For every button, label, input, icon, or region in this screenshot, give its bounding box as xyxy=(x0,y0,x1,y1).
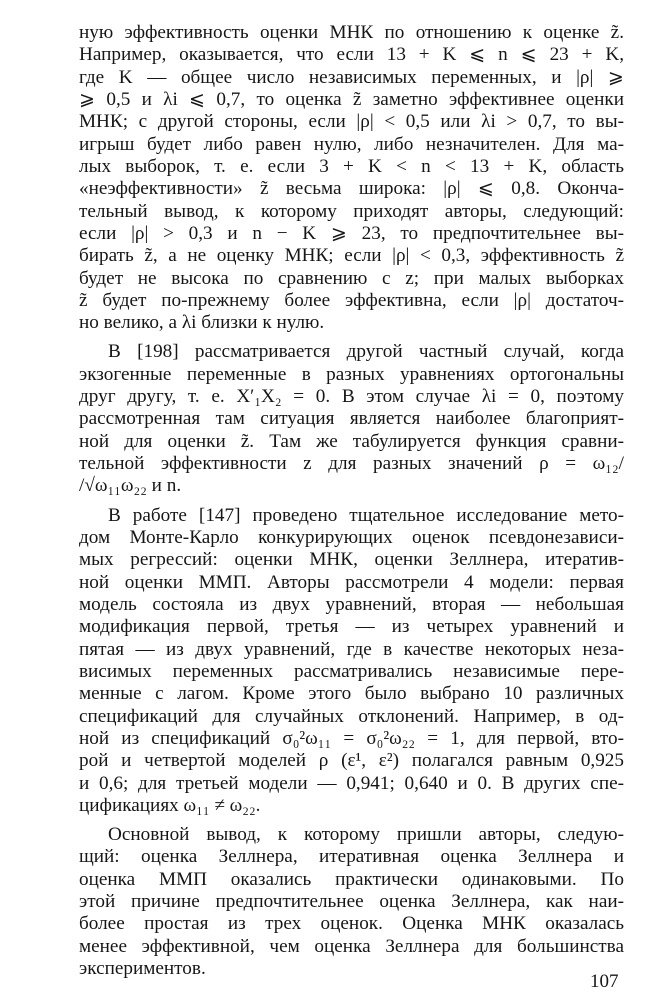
text-line: Например, оказывается, что если 13 + K ⩽ n ⩽ 23 + K, xyxy=(79,44,624,65)
text-line: В [198] рассматривается другой частный случай, когда xyxy=(108,341,624,362)
text-line: экзогенные переменные в разных уравнениях ортогональны xyxy=(79,364,624,385)
text-line: z̃ будет по-прежнему более эффективна, если |ρ| достаточ- xyxy=(79,290,624,311)
text-line: друг другу, т. е. X′₁X₂ = 0. В этом случае λi = 0, поэтому xyxy=(79,386,624,407)
text-line: будет не высока по сравнению с z; при малых выборках xyxy=(79,268,624,289)
text-line: спецификаций для случайных отклонений. Например, в од- xyxy=(79,706,624,727)
text-line: ной оценки ММП. Авторы рассмотрели 4 модели: первая xyxy=(79,572,624,593)
text-line: дом Монте-Карло конкурирующих оценок псевдонезависи- xyxy=(79,527,624,548)
text-line: экспериментов. xyxy=(79,958,206,979)
text-line: тельный вывод, к которому приходят авторы, следующий: xyxy=(79,201,624,222)
text-line: ной для оценки z̃. Там же табулируется функция сравни- xyxy=(79,431,624,452)
text-line: ной из спецификаций σ₀²ω₁₁ = σ₀²ω₂₂ = 1, для первой, вто- xyxy=(79,728,624,749)
text-line: но велико, а λi близки к нулю. xyxy=(79,312,325,333)
text-line: и 0,6; для третьей модели — 0,941; 0,640 и 0. В других спе- xyxy=(79,773,624,794)
text-line: цификациях ω₁₁ ≠ ω₂₂. xyxy=(79,795,261,816)
text-line: /√ω₁₁ω₂₂ и n. xyxy=(79,475,182,496)
text-line: ную эффективность оценки МНК по отношению к оценке z̃. xyxy=(79,22,624,43)
text-line: рассмотренная там ситуация является наиболее благоприят- xyxy=(79,408,624,429)
text-line: Основной вывод, к которому пришли авторы, следую- xyxy=(108,824,624,845)
text-line: оценка ММП оказались практически одинаковыми. По xyxy=(79,869,624,890)
text-line: модификация первой, третья — из четырех уравнений и xyxy=(79,616,624,637)
text-line: «неэффективности» z̃ весьма широка: |ρ| ⩽ 0,8. Оконча- xyxy=(79,178,624,199)
text-line: щий: оценка Зеллнера, итеративная оценка Зеллнера и xyxy=(79,846,624,867)
text-line: более простая из трех оценок. Оценка МНК оказалась xyxy=(79,913,624,934)
text-line: ⩾ 0,5 и λi ⩽ 0,7, то оценка z̃ заметно эффективнее оценки xyxy=(79,89,624,110)
text-line: МНК; с другой стороны, если |ρ| < 0,5 или λi > 0,7, то вы- xyxy=(79,111,624,132)
text-line: модель состояла из двух уравнений, вторая — небольшая xyxy=(79,594,624,615)
text-line: рой и четвертой моделей ρ (ε¹, ε²) полагался равным 0,925 xyxy=(79,750,624,771)
text-line: пятая — из двух уравнений, где в качестве некоторых неза- xyxy=(79,639,624,660)
page-number: 107 xyxy=(590,971,619,992)
text-line: этой причине предпочтительнее оценка Зеллнера, как наи- xyxy=(79,891,624,912)
text-line: бирать z̃, а не оценку МНК; если |ρ| < 0,3, эффективность z̃ xyxy=(79,245,624,266)
text-line: лых выборок, т. е. если 3 + K < n < 13 + K, область xyxy=(79,156,624,177)
text-line: игрыш будет либо равен нулю, либо незначителен. Для ма- xyxy=(79,134,624,155)
text-line: мых регрессий: оценки МНК, оценки Зеллнера, итератив- xyxy=(79,549,624,570)
text-line: если |ρ| > 0,3 и n − K ⩾ 23, то предпочтительнее вы- xyxy=(79,223,624,244)
text-line: где K — общее число независимых переменных, и |ρ| ⩾ xyxy=(79,67,624,88)
text-line: менные с лагом. Кроме этого было выбрано 10 различных xyxy=(79,683,624,704)
text-line: тельной эффективности z для разных значений ρ = ω₁₂/ xyxy=(79,453,624,474)
text-line: менее эффективной, чем оценка Зеллнера для большинства xyxy=(79,936,624,957)
text-line: В работе [147] проведено тщательное исследование мето- xyxy=(108,505,624,526)
text-line: висимых переменных рассматривались независимые пере- xyxy=(79,661,624,682)
